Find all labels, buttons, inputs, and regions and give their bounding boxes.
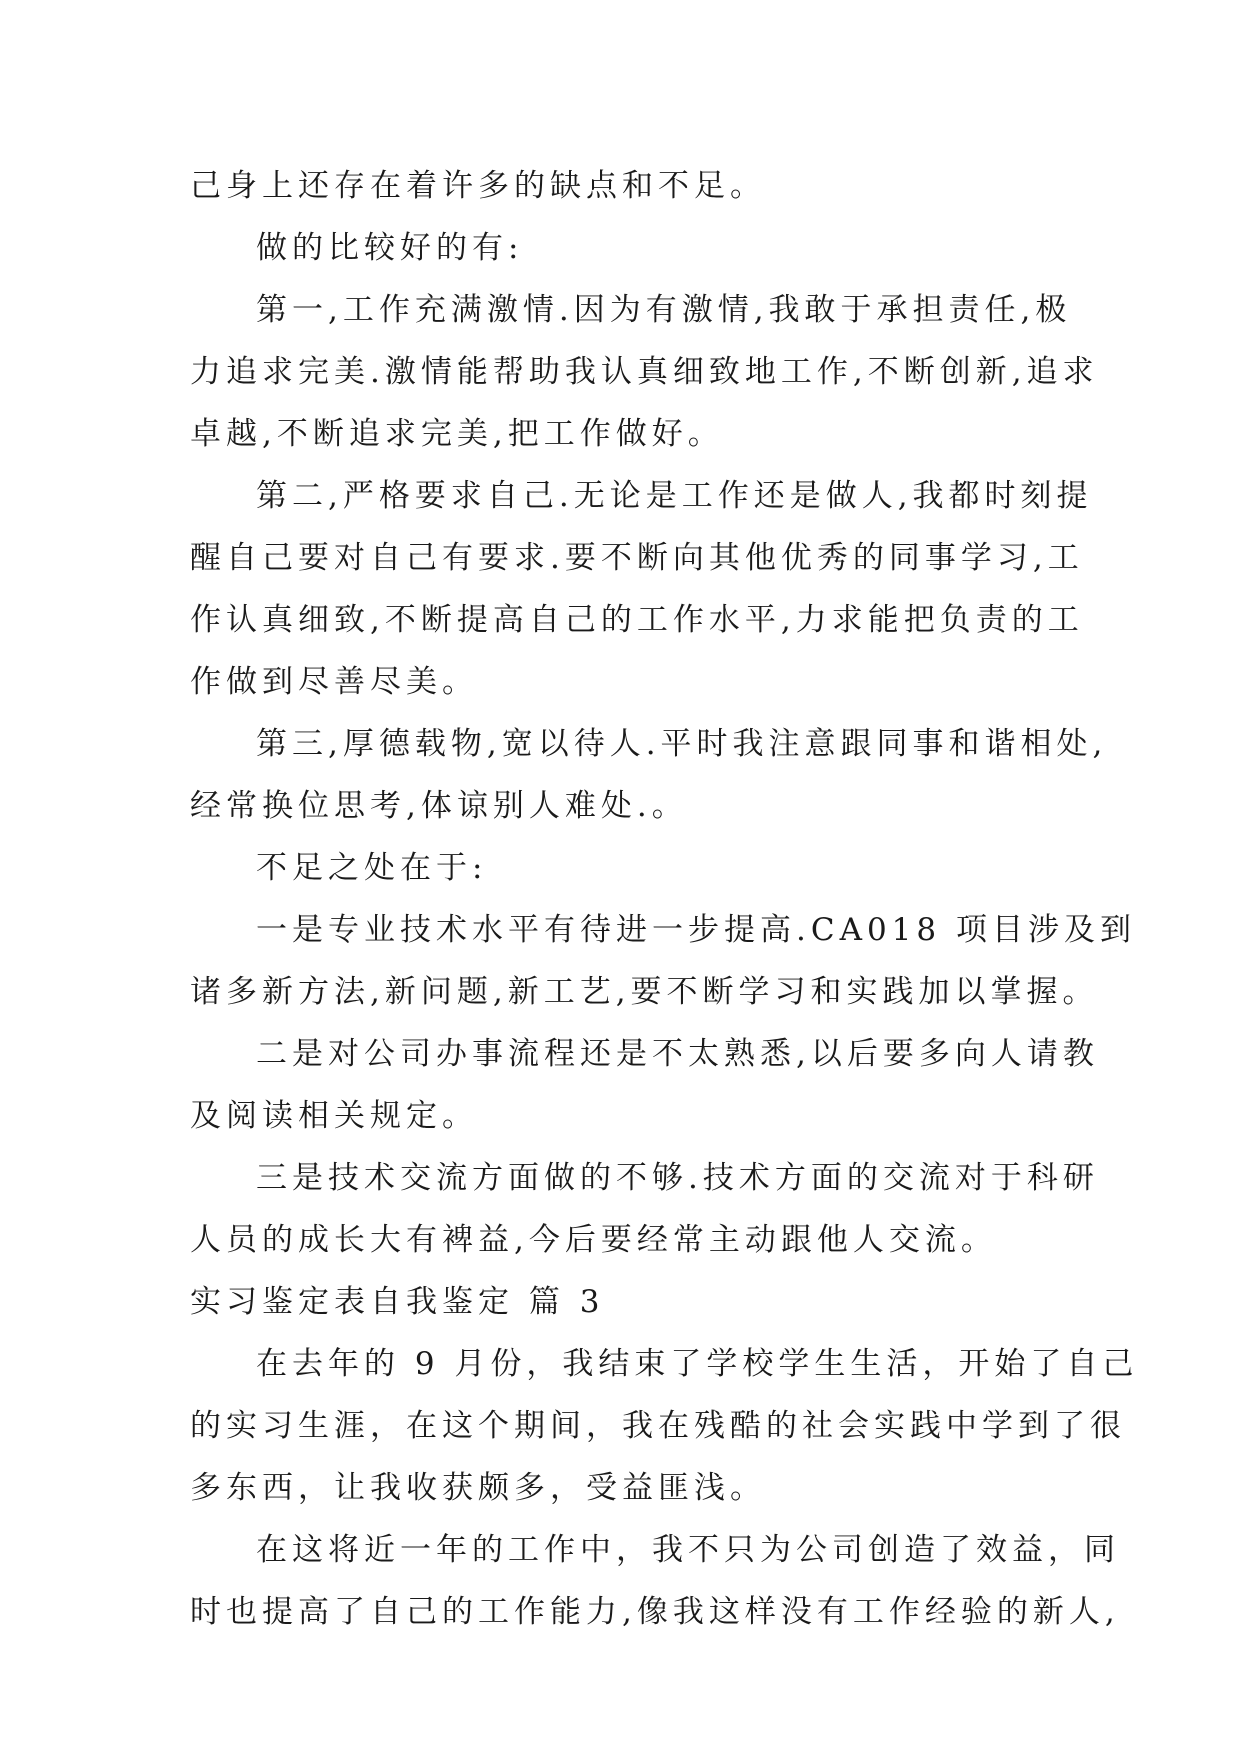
subheading-weaknesses: 不足之处在于: — [256, 850, 488, 886]
text-line: 作做到尽善尽美。 — [190, 664, 478, 700]
section-title: 实习鉴定表自我鉴定 篇 3 — [190, 1284, 605, 1320]
text-line: 时也提高了自己的工作能力,像我这样没有工作经验的新人, — [190, 1594, 1120, 1630]
text-line: 醒自己要对自己有要求.要不断向其他优秀的同事学习,工 — [190, 540, 1084, 576]
text-line: 及阅读相关规定。 — [190, 1098, 478, 1134]
subheading-strengths: 做的比较好的有: — [256, 230, 524, 266]
text-line: 卓越,不断追求完美,把工作做好。 — [190, 416, 724, 452]
text-line: 力追求完美.激情能帮助我认真细致地工作,不断创新,追求 — [190, 354, 1099, 390]
text-line: 在去年的 9 月份，我结束了学校学生生活，开始了自己 — [256, 1346, 1139, 1382]
text-line: 诸多新方法,新问题,新工艺,要不断学习和实践加以掌握。 — [190, 974, 1099, 1010]
text-line: 的实习生涯，在这个期间，我在残酷的社会实践中学到了很 — [190, 1408, 1126, 1444]
text-line: 第一,工作充满激情.因为有激情,我敢于承担责任,极 — [256, 292, 1072, 328]
text-line: 第三,厚德载物,宽以待人.平时我注意跟同事和谐相处, — [256, 726, 1108, 762]
text-line: 己身上还存在着许多的缺点和不足。 — [190, 168, 766, 204]
text-line: 经常换位思考,体谅别人难处.。 — [190, 788, 688, 824]
text-line: 第二,严格要求自己.无论是工作还是做人,我都时刻提 — [256, 478, 1093, 514]
text-line: 人员的成长大有裨益,今后要经常主动跟他人交流。 — [190, 1222, 997, 1258]
text-line: 二是对公司办事流程还是不太熟悉,以后要多向人请教 — [256, 1036, 1099, 1072]
text-line: 作认真细致,不断提高自己的工作水平,力求能把负责的工 — [190, 602, 1084, 638]
text-line: 三是技术交流方面做的不够.技术方面的交流对于科研 — [256, 1160, 1099, 1196]
text-line: 在这将近一年的工作中，我不只为公司创造了效益，同 — [256, 1532, 1120, 1568]
text-line: 多东西，让我收获颇多，受益匪浅。 — [190, 1470, 766, 1506]
text-line: 一是专业技术水平有待进一步提高.CA018 项目涉及到 — [256, 912, 1136, 948]
